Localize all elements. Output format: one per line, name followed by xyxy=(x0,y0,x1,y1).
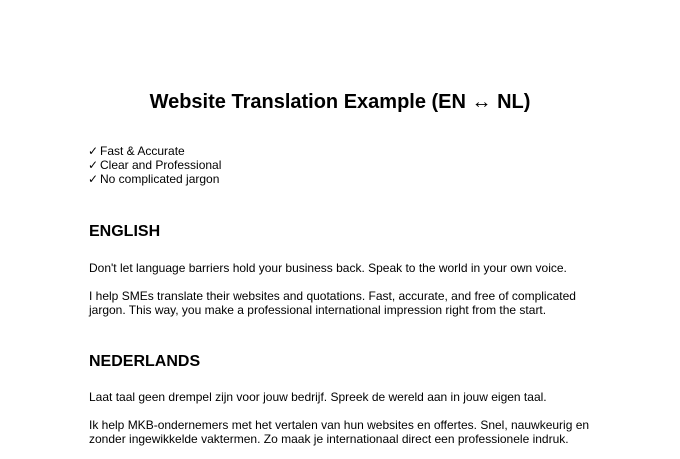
checklist-item-label: Clear and Professional xyxy=(100,158,222,172)
checklist-item-label: Fast & Accurate xyxy=(100,144,185,158)
checklist-item xyxy=(88,158,221,172)
feature-checklist xyxy=(88,144,221,186)
checkmark-icon: ✓ xyxy=(88,144,99,158)
english-paragraph-intro: Don't let language barriers hold your business back. Speak to the world in your own voice. xyxy=(89,261,567,275)
checkmark-icon: ✓ xyxy=(88,158,99,172)
checklist-item xyxy=(88,144,221,158)
english-heading: ENGLISH xyxy=(89,223,161,240)
dutch-paragraph-intro: Laat taal geen drempel zijn voor jouw bedrijf. Spreek de wereld aan in jouw eigen taal. xyxy=(89,390,547,404)
checklist-item-label: No complicated jargon xyxy=(100,172,220,186)
checkmark-icon: ✓ xyxy=(88,172,99,186)
dutch-paragraph-body: Ik help MKB-ondernemers met het vertalen van hun websites en offertes. Snel, nauwkeurig en zonder ingewikkelde vaktermen. Zo maak je internationaal direct een professionele indruk. xyxy=(89,418,590,446)
checklist-item xyxy=(88,172,221,186)
english-paragraph-body: I help SMEs translate their websites and quotations. Fast, accurate, and free of complicated jargon. This way, you make a professional international impression right from the start. xyxy=(89,289,576,317)
dutch-heading: NEDERLANDS xyxy=(89,353,201,370)
document-title: Website Translation Example (EN ↔ NL) xyxy=(149,91,531,113)
